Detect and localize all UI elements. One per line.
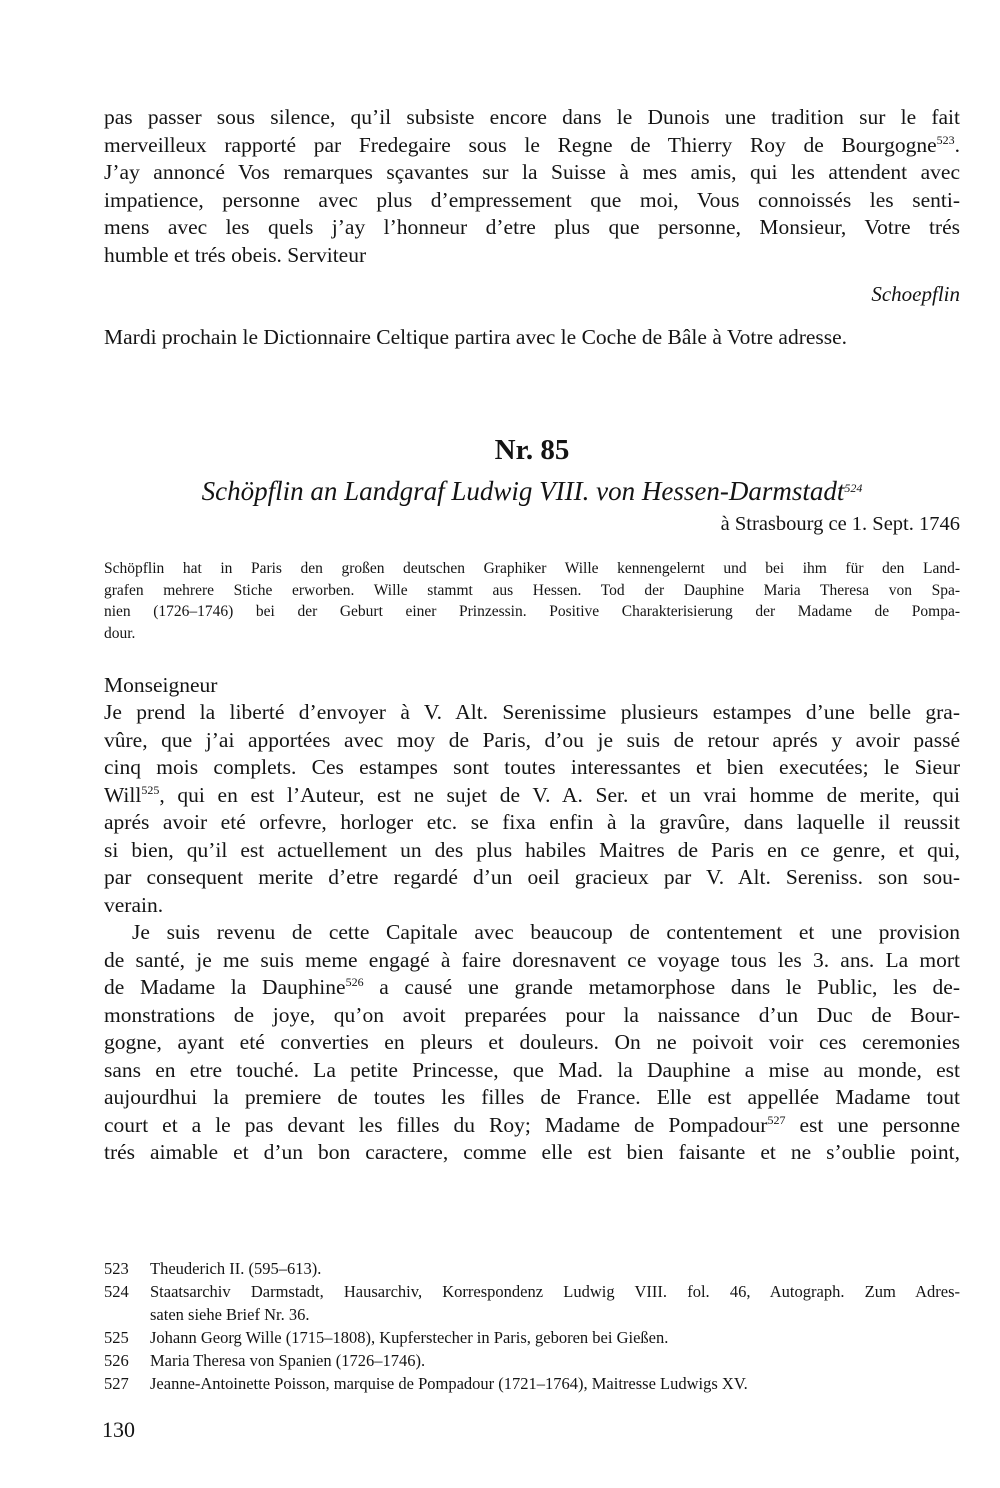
text-line: vûre, que j’ai apportées avec moy de Paris, d’ou je suis de retour aprés y avoir passé <box>104 727 960 752</box>
footnote-number: 523 <box>104 1259 129 1278</box>
page-number: 130 <box>102 1417 135 1442</box>
footnote-text: saten siehe Brief Nr. 36. <box>150 1305 310 1324</box>
text-line <box>104 132 960 160</box>
text-line: trés aimable et d’un bon caractere, comme elle est bien faisante et ne s’oublie point, <box>104 1140 960 1164</box>
letter-continuation <box>104 104 960 269</box>
text-span: de Madame la Dauphine <box>104 975 346 999</box>
paragraph-1 <box>104 699 960 919</box>
text-line: cinq mois complets. Ces estampes sont toutes interessantes et bien executées; le Sieur <box>104 755 960 779</box>
footnote-text: Maria Theresa von Spanien (1726–1746). <box>150 1351 426 1370</box>
summary-line: Schöpflin hat in Paris den großen deutschen Graphiker Wille kennengelernt und bei ihm für den Land- <box>104 560 960 577</box>
text-line <box>104 782 960 810</box>
letter-summary <box>104 558 960 644</box>
paragraph-2 <box>104 919 960 1167</box>
place-date: à Strasbourg ce 1. Sept. 1746 <box>720 513 960 535</box>
text-line: monstrations de joye, qu’on avoit preparées pour la naissance d’un Duc de Bour- <box>104 1002 960 1027</box>
summary-line: dour. <box>104 624 136 642</box>
footnote-526 <box>104 1349 960 1372</box>
footnote-number: 524 <box>104 1282 129 1301</box>
page-body <box>104 104 960 1167</box>
footnote-ref[interactable]: 526 <box>345 975 364 989</box>
salutation: Monseigneur <box>104 673 218 697</box>
text-line: Je prend la liberté d’envoyer à V. Alt. Serenissime plusieurs estampes d’une belle gra- <box>104 700 960 724</box>
text-line: impatience, personne avec plus d’empressement que moi, Vous connoissés les senti- <box>104 187 960 212</box>
text-span: Will <box>104 782 142 807</box>
text-line <box>104 974 960 1002</box>
text-line: J’ay annoncé Vos remarques sçavantes sur la Suisse à mes amis, qui les attendent avec <box>104 160 960 184</box>
letter-title-text: Schöpflin an Landgraf Ludwig VIII. von Hessen-Darmstadt <box>201 476 845 506</box>
text-line: humble et trés obeis. Serviteur <box>104 242 367 267</box>
text-line: aujourdhui la premiere de toutes les filles de France. Elle est appellée Madame tout <box>104 1085 960 1109</box>
footnote-525 <box>104 1326 960 1349</box>
text-span: merveilleux rapporté par Fredegaire sous le Regne de Thierry Roy de Bourgogne <box>104 132 937 157</box>
footnote-524 <box>104 1280 960 1326</box>
summary-line: nien (1726–1746) bei der Geburt einer Prinzessin. Positive Charakterisierung der Madame de Pompa- <box>104 603 960 620</box>
text-span: , qui en est l’Auteur, est ne sujet de V. A. Ser. et un vrai homme de merite, qui <box>159 782 960 807</box>
text-line: mens avec les quels j’ay l’honneur d’etre plus que personne, Monsieur, Votre trés <box>104 215 960 239</box>
text-span: a causé une grande metamorphose dans le Public, les de- <box>363 975 961 999</box>
text-span: . <box>954 132 960 157</box>
text-line: pas passer sous silence, qu’il subsiste encore dans le Dunois une tradition sur le fait <box>104 105 960 129</box>
text-line <box>104 1112 960 1140</box>
footnote-ref[interactable]: 524 <box>844 481 863 495</box>
footnotes <box>104 1257 960 1395</box>
footnote-text-wrap <box>150 1280 960 1326</box>
signature: Schoepflin <box>871 282 960 306</box>
letter-title <box>104 476 960 507</box>
summary-line: grafen mehrere Stiche erworben. Wille stammt aus Hessen. Tod der Dauphine Maria Theresa von Spa- <box>104 581 960 599</box>
footnote-527 <box>104 1372 960 1395</box>
footnote-text: Theuderich II. (595–613). <box>150 1259 322 1278</box>
text-line: sans en etre touché. La petite Princesse, que Mad. la Dauphine a mise au monde, est <box>104 1057 960 1082</box>
text-span: court et a le pas devant les filles du Roy; Madame de Pompadour <box>104 1112 768 1137</box>
footnote-ref[interactable]: 525 <box>141 782 160 797</box>
footnote-number: 527 <box>104 1374 129 1393</box>
postscript: Mardi prochain le Dictionnaire Celtique partira avec le Coche de Bâle à Votre adresse. <box>104 325 848 349</box>
footnote-ref[interactable]: 523 <box>936 132 955 147</box>
footnote-text: Johann Georg Wille (1715–1808), Kupferstecher in Paris, geboren bei Gießen. <box>150 1328 669 1347</box>
footnote-ref[interactable]: 527 <box>767 1112 786 1127</box>
text-line: aprés avoir eté orfevre, horloger etc. se fixa enfin à la gravûre, dans laquelle il reussit <box>104 810 960 834</box>
letter-number: Nr. 85 <box>494 434 570 466</box>
text-line: Je suis revenu de cette Capitale avec beaucoup de contentement et une provision <box>132 920 960 944</box>
text-line: de santé, je me suis meme engagé à faire doresnavent ce voyage tous les 3. ans. La mort <box>104 947 960 972</box>
text-line: verain. <box>104 892 164 917</box>
text-line: par consequent merite d’etre regardé d’un oeil gracieux par V. Alt. Sereniss. son sou- <box>104 865 960 889</box>
text-line: gogne, ayant eté converties en pleurs et douleurs. On ne poivoit voir ces ceremonies <box>104 1030 960 1054</box>
footnote-number: 526 <box>104 1351 129 1370</box>
footnote-text: Jeanne-Antoinette Poisson, marquise de Pompadour (1721–1764), Maitresse Ludwigs XV. <box>150 1374 748 1393</box>
footnote-number: 525 <box>104 1328 129 1347</box>
text-line: si bien, qu’il est actuellement un des plus habiles Maitres de Paris en ce genre, et qui, <box>104 837 960 862</box>
footnote-523 <box>104 1257 960 1280</box>
text-span: est une personne <box>785 1112 960 1137</box>
footnote-text: Staatsarchiv Darmstadt, Hausarchiv, Korrespondenz Ludwig VIII. fol. 46, Autograph. Zum Adres- <box>150 1282 960 1301</box>
